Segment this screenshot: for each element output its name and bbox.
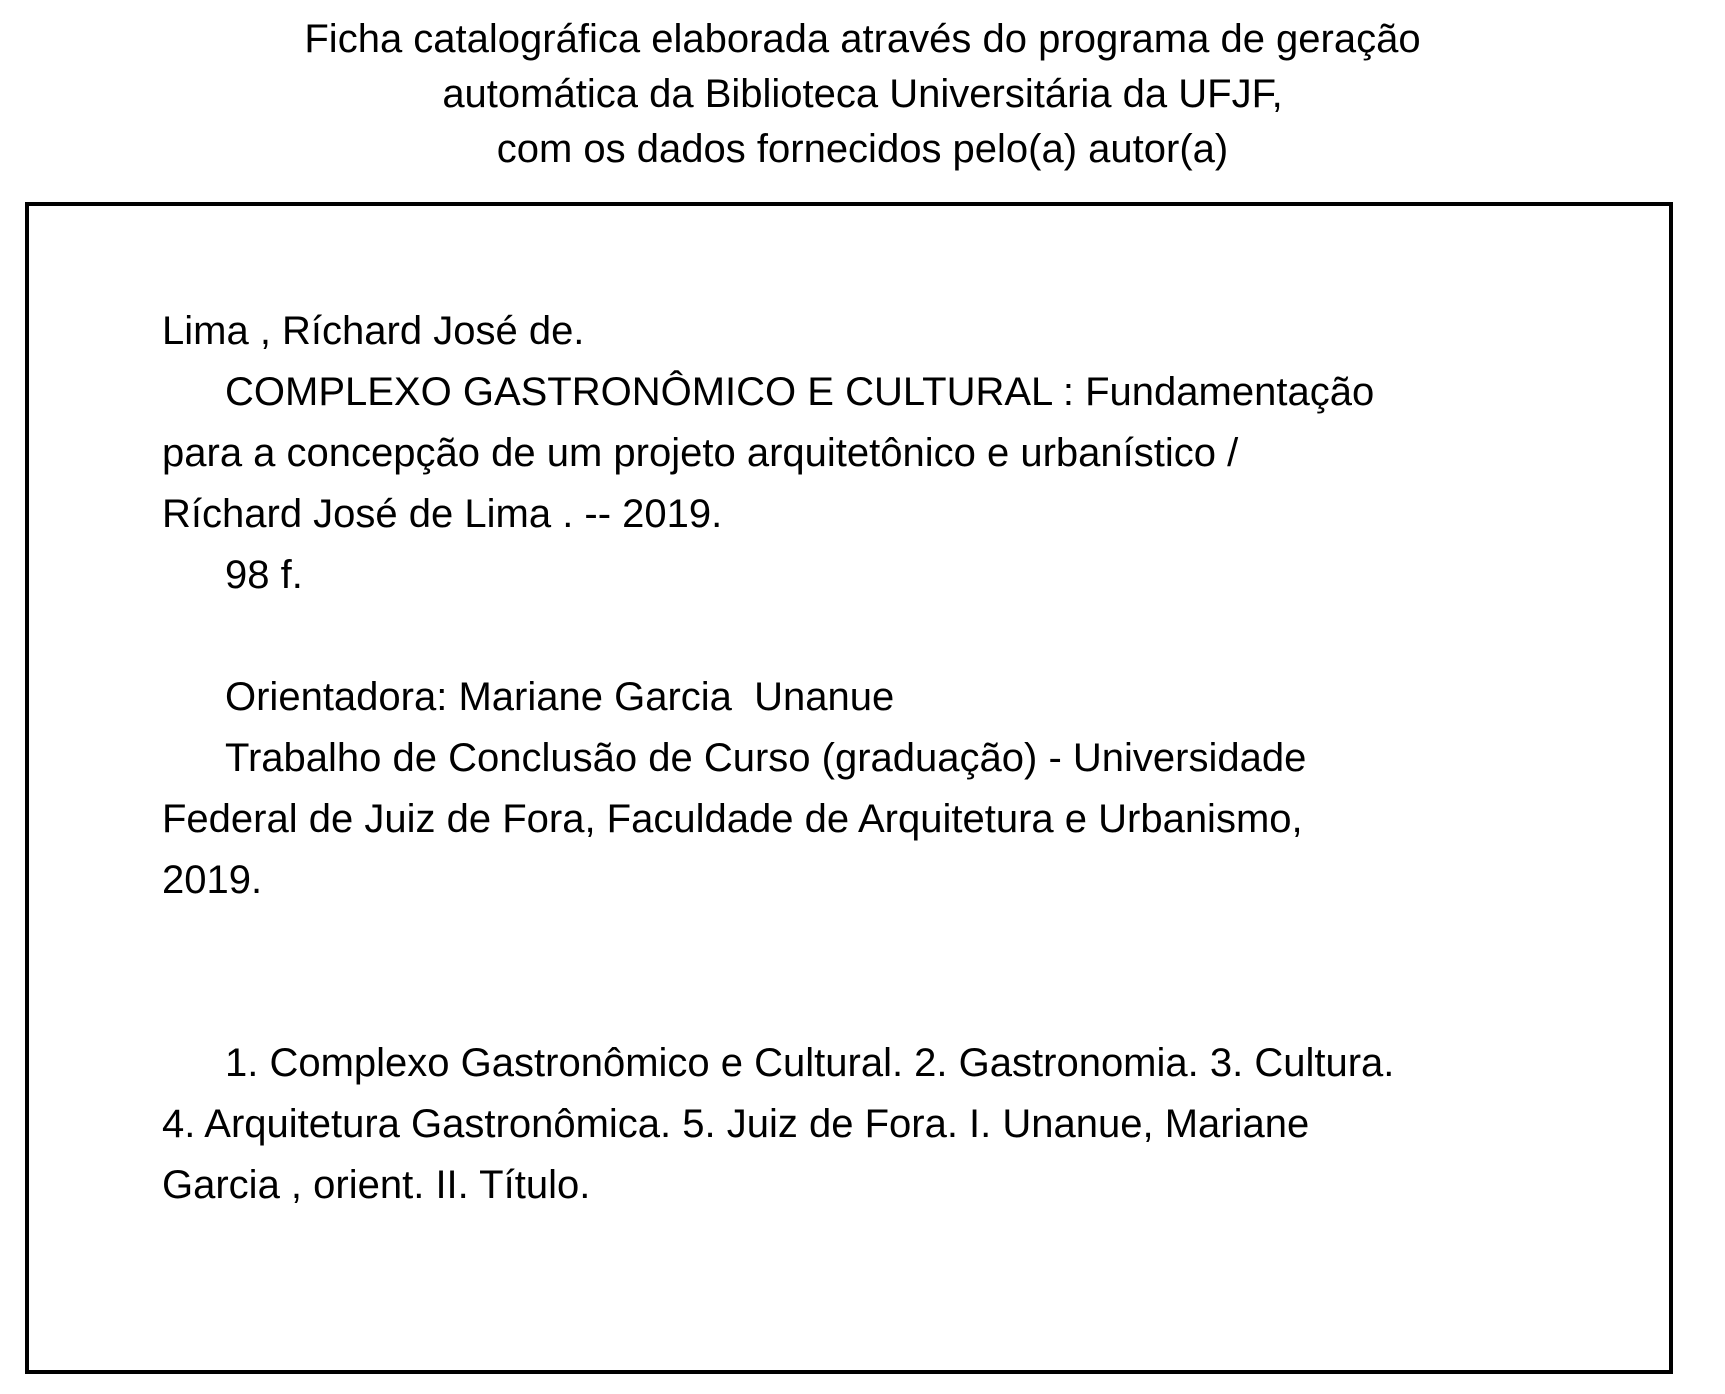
catalog-card	[25, 202, 1673, 1374]
author-line: Lima , Ríchard José de.	[162, 309, 585, 353]
header-line-3: com os dados fornecidos pelo(a) autor(a)	[496, 127, 1229, 171]
catalog-entry	[162, 301, 1622, 1216]
pages-line: 98 f.	[225, 553, 303, 597]
subjects-line-1: 1. Complexo Gastronômico e Cultural. 2. Gastronomia. 3. Cultura.	[225, 1041, 1395, 1085]
thesis-note-line-3: 2019.	[162, 858, 263, 902]
thesis-note-line-2: Federal de Juiz de Fora, Faculdade de Arquitetura e Urbanismo,	[162, 797, 1303, 841]
subjects-line-2: 4. Arquitetura Gastronômica. 5. Juiz de Fora. I. Unanue, Mariane	[162, 1102, 1310, 1146]
header-line-2: automática da Biblioteca Universitária da UFJF,	[442, 72, 1283, 116]
subjects-line-3: Garcia , orient. II. Título.	[162, 1163, 591, 1207]
spacer	[162, 911, 1622, 1033]
thesis-note-line-1: Trabalho de Conclusão de Curso (graduação) - Universidade	[225, 736, 1307, 780]
catalog-header	[0, 12, 1725, 177]
advisor-line: Orientadora: Mariane Garcia Unanue	[225, 675, 895, 719]
title-line-3: Ríchard José de Lima . -- 2019.	[162, 492, 723, 536]
title-line-1: COMPLEXO GASTRONÔMICO E CULTURAL : Fundamentação	[225, 370, 1375, 414]
spacer	[162, 606, 1622, 667]
header-line-1: Ficha catalográfica elaborada através do programa de geração	[304, 17, 1421, 61]
title-line-2: para a concepção de um projeto arquitetônico e urbanístico /	[162, 431, 1239, 475]
